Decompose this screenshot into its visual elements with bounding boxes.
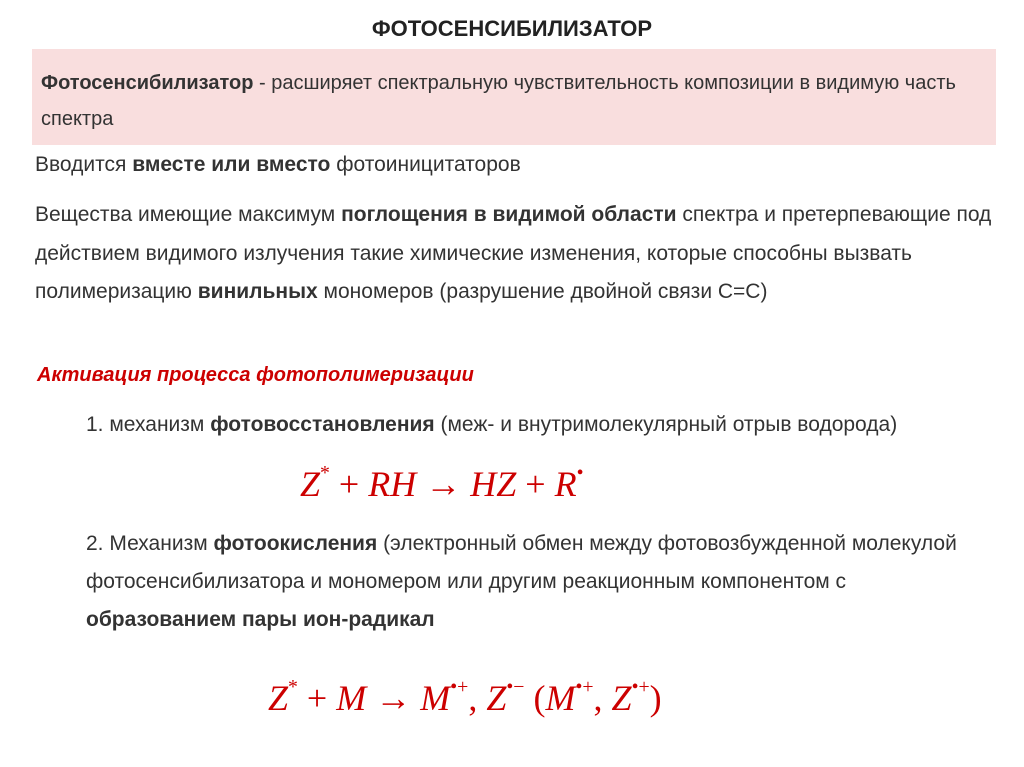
eq2-arrow: →: [366, 677, 421, 718]
eq1-plus2: +: [516, 463, 555, 504]
eq1-arrow: →: [416, 463, 471, 504]
substances-bold2: винильных: [197, 280, 318, 303]
mechanism2-middle: (электронный обмен между фотовозбужденной молекулой фотосенсибилизатора и мономером или другим реакционным компонентом с: [86, 532, 957, 593]
substances-part2: спектра и претерпевающие под действием видимого излучения такие химические изменения, которые способны вызвать полимеризацию: [35, 203, 992, 303]
eq2-m2: M: [420, 677, 451, 718]
eq1-radical-dot: •: [576, 462, 584, 484]
definition-text: [41, 65, 981, 137]
mechanism2-bold2: образованием пары ион-радикал: [86, 608, 435, 631]
eq2-z3: Z: [611, 677, 632, 718]
eq1-star: *: [320, 462, 330, 484]
equation-1: [300, 462, 584, 505]
eq2-star: *: [288, 676, 298, 698]
definition-box: [32, 49, 996, 145]
mechanism-2: [86, 525, 996, 639]
intro-part1: Вводится: [35, 153, 133, 176]
intro-paragraph: [35, 146, 995, 184]
eq1-hz: HZ: [470, 463, 517, 504]
eq2-m: M: [336, 677, 367, 718]
eq2-close-paren: ): [649, 677, 662, 718]
mechanism1-bold: фотовосстановления: [210, 413, 435, 436]
mechanism2-prefix: 2. Механизм: [86, 532, 214, 555]
definition-body: - расширяет спектральную чувствительность композиции в видимую часть спектра: [41, 72, 956, 130]
substances-bold1: поглощения в видимой области: [341, 203, 677, 226]
eq2-cation-radical: •+: [450, 676, 469, 698]
eq2-m3: M: [545, 677, 576, 718]
eq2-comma1: ,: [468, 677, 487, 718]
definition-term: Фотосенсибилизатор: [41, 72, 254, 94]
intro-part2: фотоиницитаторов: [330, 153, 521, 176]
eq2-z: Z: [268, 677, 289, 718]
intro-bold: вместе или вместо: [132, 153, 331, 176]
eq2-plus: +: [297, 677, 337, 718]
mechanism1-prefix: 1. механизм: [86, 413, 211, 436]
activation-heading: Активация процесса фотополимеризации: [37, 364, 474, 386]
eq1-plus1: +: [329, 463, 369, 504]
substances-part3: мономеров (разрушение двойной связи С=С): [317, 280, 768, 303]
mechanism2-bold1: фотоокисления: [213, 532, 378, 555]
eq2-open-paren: (: [524, 677, 546, 718]
substances-paragraph: [35, 196, 995, 312]
eq1-r: R: [554, 463, 577, 504]
slide-title: ФОТОСЕНСИБИЛИЗАТОР: [371, 16, 653, 41]
eq1-rh: RH: [368, 463, 417, 504]
mechanism-1: [86, 406, 986, 444]
eq2-cation-radical-2: •+: [575, 676, 594, 698]
eq2-z2: Z: [486, 677, 507, 718]
mechanism1-suffix: (меж- и внутримолекулярный отрыв водорода): [434, 413, 898, 436]
eq2-cation-radical-3: •+: [631, 676, 650, 698]
eq1-z: Z: [300, 463, 321, 504]
substances-part1: Вещества имеющие максимум: [35, 203, 342, 226]
eq2-anion-radical: •−: [506, 676, 525, 698]
equation-2: [268, 676, 662, 719]
eq2-comma2: ,: [593, 677, 612, 718]
